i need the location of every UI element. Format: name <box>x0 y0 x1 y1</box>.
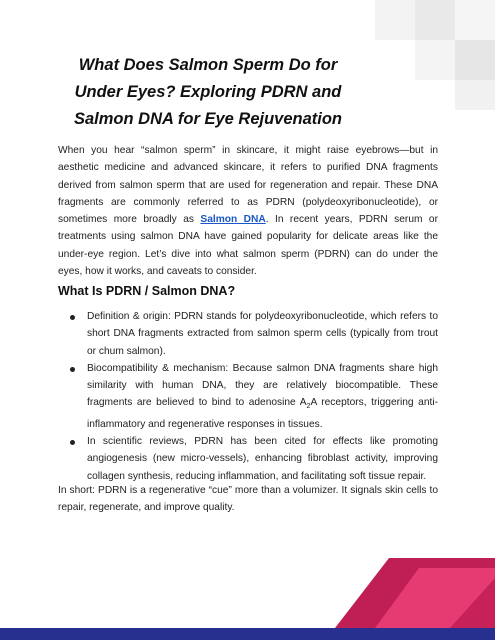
list-item <box>58 433 438 485</box>
summary-paragraph: In short: PDRN is a regenerative “cue” more than a volumizer. It signals skin cells to repair, regenerate, and improve quality. <box>58 485 438 514</box>
bullet-icon <box>70 315 75 320</box>
section-heading: What Is PDRN / Salmon DNA? <box>58 284 236 298</box>
bullet-text-end: A receptors, triggering anti-inflammatory and regenerative responses in tissues. <box>87 397 438 430</box>
list-item <box>58 360 438 433</box>
decorative-triangles-icon <box>335 558 495 628</box>
intro-text-end: . In recent years, PDRN serum or treatments using salmon DNA have gained popularity for delicate areas like the under-eye region. Let’s dive into what salmon sperm (PDRN) can do under the eyes, how it works, and caveats to consider. <box>58 214 438 278</box>
footer-bar <box>0 628 495 640</box>
bullet-text: In scientific reviews, PDRN has been cited for effects like promoting angiogenesis (new micro-vessels), enhancing fibroblast activity, improving collagen synthesis, reducing inflammation, and facilitating soft tissue repair. <box>87 436 438 482</box>
subscript: 2 <box>306 403 311 411</box>
bullet-icon <box>70 367 75 372</box>
corner-decoration-top-right <box>375 0 495 110</box>
page-title: What Does Salmon Sperm Do for Under Eyes? Exploring PDRN and Salmon DNA for Eye Rejuvenation <box>73 56 343 128</box>
bullet-list <box>58 308 438 485</box>
bullet-icon <box>70 440 75 445</box>
bullet-text-start: Biocompatibility & mechanism: Because salmon DNA fragments share high similarity with human DNA, they are relatively biocompatible. These fragments are believed to bind to adenosine A <box>87 362 438 409</box>
intro-paragraph <box>58 142 438 280</box>
corner-decoration-bottom-right <box>335 558 495 628</box>
intro-text-start: When you hear “salmon sperm” in skincare, it might raise eyebrows—but in aesthetic medicine and advanced skincare, it refers to purified DNA fragments derived from salmon sperm that are used for regeneration and repair. These DNA fragments are commonly referred to as PDRN (polydeoxyribonucleotide), or sometimes more broadly as <box>58 145 438 226</box>
bullet-text: Definition & origin: PDRN stands for polydeoxyribonucleotide, which refers to short DNA fragments extracted from salmon sperm cells (typically from trout or chum salmon). <box>87 311 438 357</box>
list-item <box>58 308 438 360</box>
salmon-dna-link[interactable]: Salmon DNA <box>200 214 266 226</box>
